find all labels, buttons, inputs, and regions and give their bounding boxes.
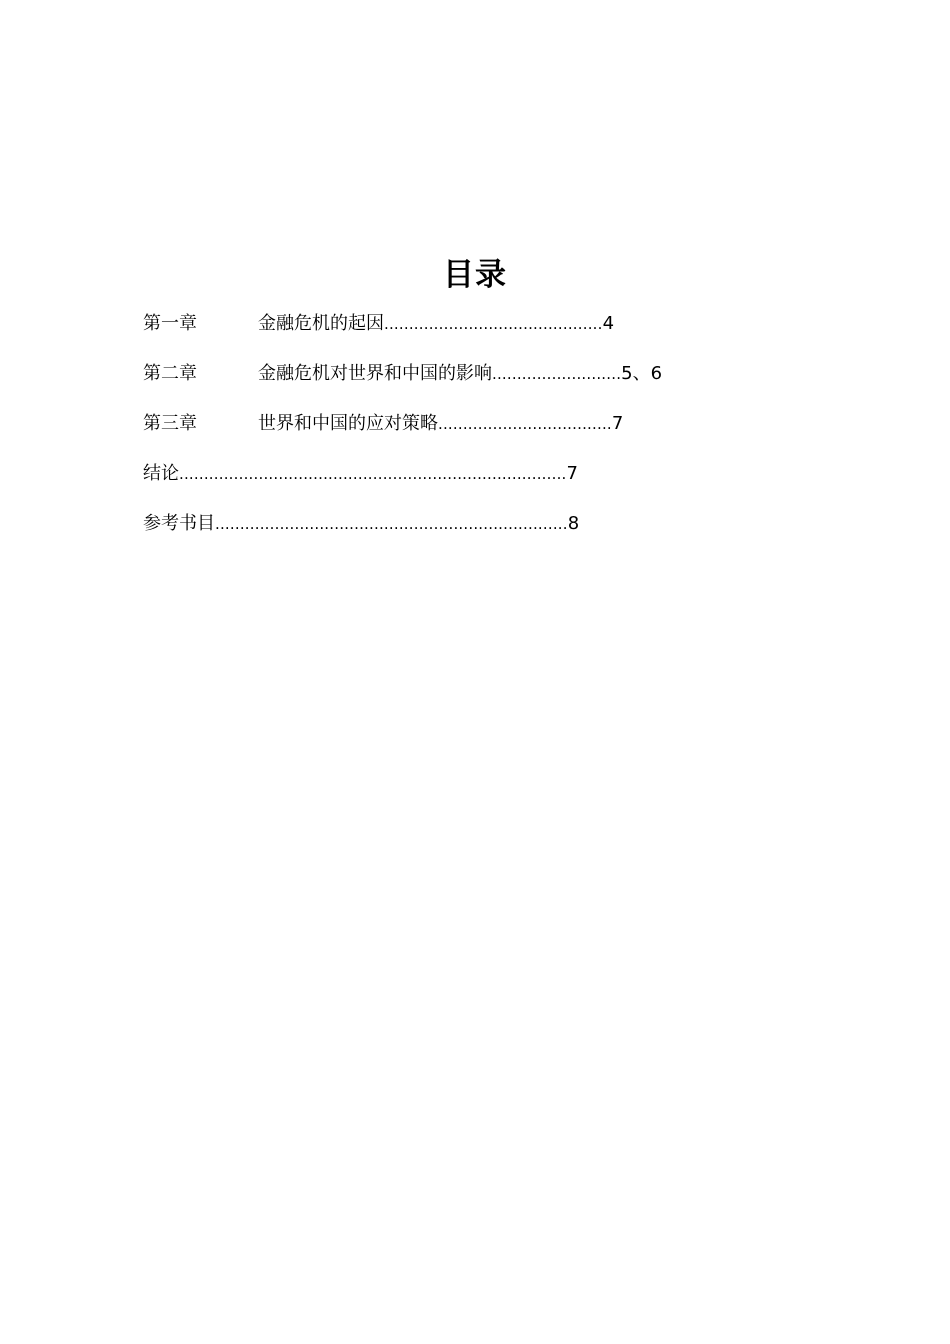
toc-dot-leader: .............................................................................. <box>179 465 567 483</box>
toc-entry-chapter-2[interactable] <box>143 361 662 387</box>
toc-entry-bibliography[interactable] <box>143 511 579 537</box>
toc-dot-leader: ....................................................................... <box>215 515 568 533</box>
toc-entry-text: 金融危机对世界和中国的影响 <box>258 363 492 384</box>
toc-entry-text: 金融危机的起因 <box>258 313 384 334</box>
toc-title: 目录 <box>443 257 507 293</box>
toc-entry-text: 结论 <box>143 463 179 484</box>
toc-chapter-label: 第二章 <box>143 363 197 384</box>
toc-entry-text: 世界和中国的应对策略 <box>258 413 438 434</box>
toc-dot-leader: ................................... <box>438 415 612 433</box>
toc-entry-conclusion[interactable] <box>143 461 578 487</box>
toc-page-number: 5、6 <box>621 363 663 384</box>
toc-entry-chapter-3[interactable] <box>143 411 623 437</box>
toc-page-number: 8 <box>567 513 580 534</box>
toc-chapter-label: 第一章 <box>143 313 197 334</box>
toc-dot-leader: ............................................ <box>384 315 603 333</box>
toc-page-number: 7 <box>566 463 578 484</box>
toc-chapter-label: 第三章 <box>143 413 197 434</box>
toc-page-number: 4 <box>602 313 615 334</box>
toc-entry-text: 参考书目 <box>143 513 215 534</box>
toc-page-number: 7 <box>611 413 624 434</box>
toc-dot-leader: .......................... <box>492 365 622 383</box>
toc-entry-chapter-1[interactable] <box>143 311 614 337</box>
